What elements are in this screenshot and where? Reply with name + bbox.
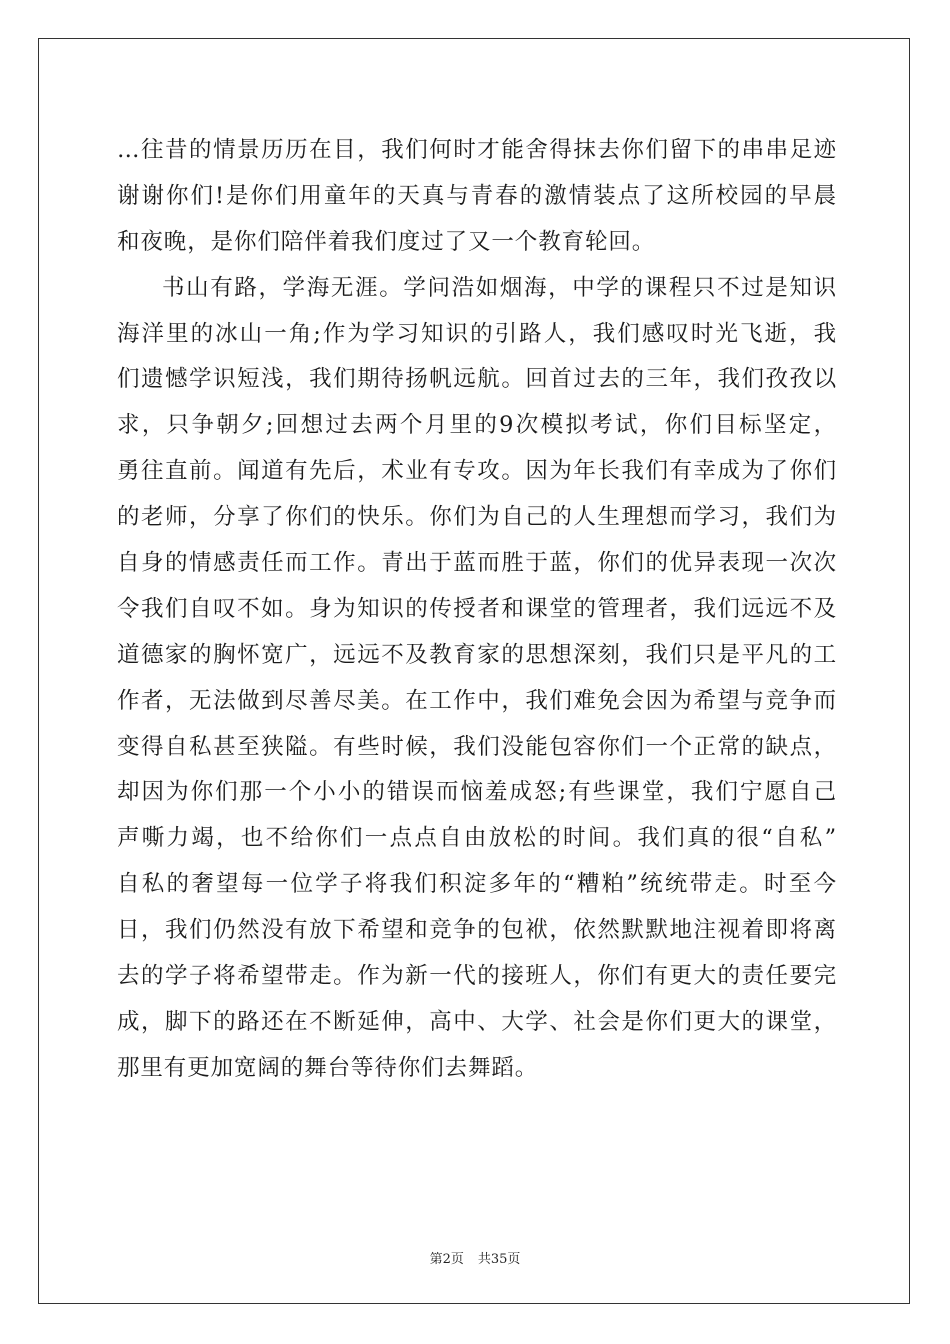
- text-line: 去的学子将希望带走。作为新一代的接班人，你们有更大的责任要完: [117, 963, 837, 990]
- text-line: 和夜晚，是你们陪伴着我们度过了又一个教育轮回。: [117, 228, 656, 255]
- text-line: 谢谢你们!是你们用童年的天真与青春的激情装点了这所校园的早晨: [117, 182, 837, 209]
- text-line: 们遗憾学识短浅，我们期待扬帆远航。回首过去的三年，我们孜孜以: [117, 366, 837, 393]
- page-total: 共35页: [477, 1252, 521, 1267]
- paragraph-first-line: 书山有路，学海无涯。学问浩如烟海，中学的课程只不过是知识: [162, 274, 837, 301]
- text-line: 道德家的胸怀宽广，远远不及教育家的思想深刻，我们只是平凡的工: [117, 641, 837, 668]
- text-line: 令我们自叹不如。身为知识的传授者和课堂的管理者，我们远远不及: [117, 595, 837, 622]
- text-line: 作者，无法做到尽善尽美。在工作中，我们难免会因为希望与竞争而: [117, 687, 837, 714]
- text-line: 求，只争朝夕;回想过去两个月里的9次模拟考试，你们目标坚定，: [117, 412, 837, 439]
- text-line: 自私的奢望每一位学子将我们积淀多年的“糟粕”统统带走。时至今: [117, 871, 837, 898]
- text-line: 那里有更加宽阔的舞台等待你们去舞蹈。: [117, 1054, 539, 1081]
- page-footer: [0, 1248, 950, 1267]
- text-line: …往昔的情景历历在目，我们何时才能舍得抹去你们留下的串串足迹: [117, 137, 837, 163]
- page-number: 第2页: [429, 1252, 464, 1267]
- text-line: 却因为你们那一个小小的错误而恼羞成怒;有些课堂，我们宁愿自己: [117, 779, 837, 806]
- text-line: 勇往直前。闻道有先后，术业有专攻。因为年长我们有幸成为了你们: [117, 458, 837, 485]
- text-line: 的老师，分享了你们的快乐。你们为自己的人生理想而学习，我们为: [117, 504, 837, 531]
- text-line: 变得自私甚至狭隘。有些时候，我们没能包容你们一个正常的缺点，: [117, 733, 837, 760]
- text-line: 成，脚下的路还在不断延伸，高中、大学、社会是你们更大的课堂，: [117, 1008, 837, 1035]
- text-line: 声嘶力竭，也不给你们一点点自由放松的时间。我们真的很“自私”: [117, 825, 837, 852]
- document-body: [117, 128, 837, 1092]
- text-line: 海洋里的冰山一角;作为学习知识的引路人，我们感叹时光飞逝，我: [117, 320, 837, 347]
- text-line: 自身的情感责任而工作。青出于蓝而胜于蓝，你们的优异表现一次次: [117, 550, 837, 577]
- text-line: 日，我们仍然没有放下希望和竞争的包袱，依然默默地注视着即将离: [117, 917, 837, 944]
